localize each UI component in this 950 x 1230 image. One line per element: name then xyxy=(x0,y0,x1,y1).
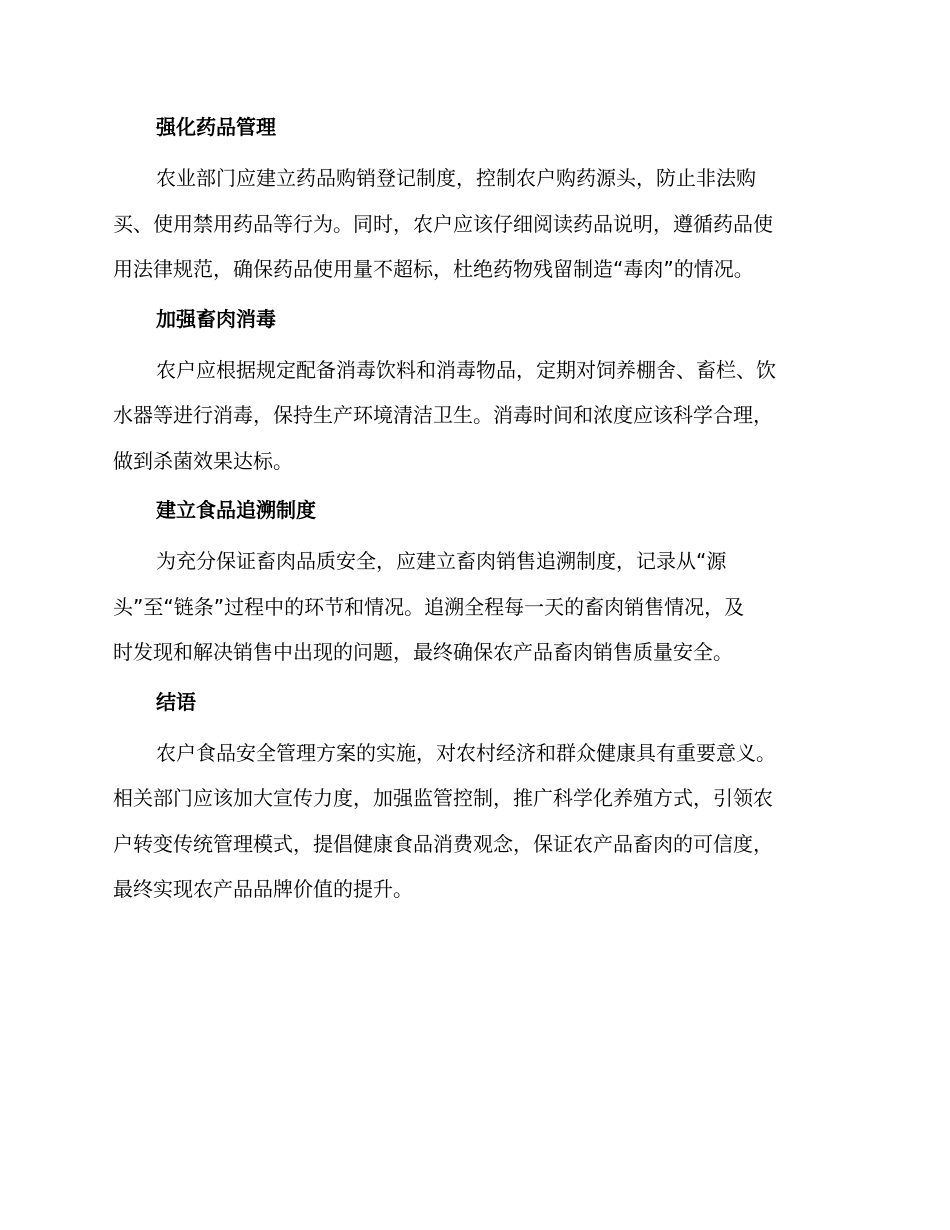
section-heading: 加强畜肉消毒 xyxy=(156,306,276,331)
section-heading: 建立食品追溯制度 xyxy=(156,498,316,522)
section-heading: 强化药品管理 xyxy=(156,115,276,139)
paragraph-line: 最终实现农产品品牌价值的提升。 xyxy=(113,877,413,901)
section-traceability xyxy=(113,495,833,676)
paragraph-line: 头”至“链条”过程中的环节和情况。追溯全程每一天的畜肉销售情况，及 xyxy=(113,594,745,619)
paragraph-line: 相关部门应该加大宣传力度，加强监管控制，推广科学化养殖方式，引领农 xyxy=(113,786,773,810)
section-conclusion xyxy=(113,687,833,913)
paragraph-line: 买、使用禁用药品等行为。同时，农户应该仔细阅读药品说明，遵循药品使 xyxy=(113,211,773,236)
paragraph-line: 水器等进行消毒，保持生产环境清洁卫生。消毒时间和浓度应该科学合理， xyxy=(113,403,773,427)
paragraph-line: 时发现和解决销售中出现的问题，最终确保农产品畜肉销售质量安全。 xyxy=(113,640,733,664)
paragraph-line: 用法律规范，确保药品使用量不超标，杜绝药物残留制造“毒肉”的情况。 xyxy=(113,257,754,281)
paragraph-line: 农业部门应建立药品购销登记制度，控制农户购药源头，防止非法购 xyxy=(156,166,756,190)
paragraph-line: 农户食品安全管理方案的实施，对农村经济和群众健康具有重要意义。 xyxy=(156,740,776,765)
paragraph-line: 为充分保证畜肉品质安全，应建立畜肉销售追溯制度，记录从“源 xyxy=(156,549,727,573)
section-paragraph xyxy=(113,348,833,485)
section-drug-management xyxy=(113,112,833,293)
section-paragraph xyxy=(113,731,833,913)
paragraph-line: 农户应根据规定配备消毒饮料和消毒物品，定期对饲养棚舍、畜栏、饮 xyxy=(156,357,776,382)
document-page xyxy=(113,112,833,924)
section-paragraph xyxy=(113,156,833,293)
section-heading: 结语 xyxy=(156,689,196,714)
paragraph-line: 做到杀菌效果达标。 xyxy=(113,448,293,473)
section-paragraph xyxy=(113,539,833,676)
section-disinfection xyxy=(113,304,833,485)
paragraph-line: 户转变传统管理模式，提倡健康食品消费观念，保证农产品畜肉的可信度， xyxy=(113,831,773,856)
